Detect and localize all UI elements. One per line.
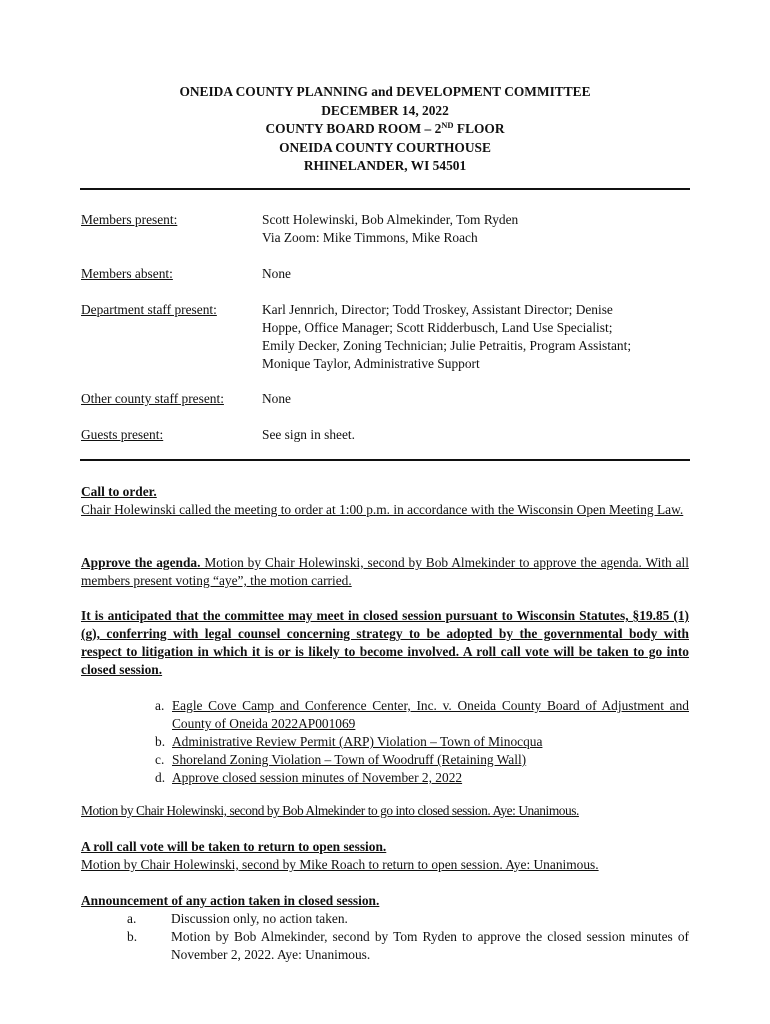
announcement-section xyxy=(81,892,689,964)
other-staff-value: None xyxy=(262,391,292,406)
approve-agenda-text: Motion by Chair Holewinski, second by Bob Almekinder to approve the agenda. With all members present voting “aye”, the motion carried. xyxy=(81,555,689,588)
list-item: a. Eagle Cove Camp and Conference Center, Inc. v. Oneida County Board of Adjustment and County of Oneida 2022AP001069 xyxy=(155,698,689,731)
members-present-label: Members present: xyxy=(81,212,178,227)
department-staff-value: Karl Jennrich, Director; Todd Troskey, Assistant Director; Denise Hoppe, Office Manager; Scott Ridderbusch, Land Use Specialist; Emily Decker, Zoning Technician; Julie Petraitis, Program Assistant; Monique Taylor, Administrative Support xyxy=(262,302,632,371)
return-open-session-section xyxy=(81,838,689,874)
committee-title: ONEIDA COUNTY PLANNING and DEVELOPMENT COMMITTEE xyxy=(179,84,591,99)
members-absent-value: None xyxy=(262,266,292,281)
approve-agenda-heading: Approve the agenda. xyxy=(81,555,201,570)
meeting-date: DECEMBER 14, 2022 xyxy=(321,102,449,118)
announcement-heading: Announcement of any action taken in closed session. xyxy=(81,893,380,908)
return-open-session-heading: A roll call vote will be taken to return to open session. xyxy=(81,839,387,854)
list-item: b. Motion by Bob Almekinder, second by Tom Ryden to approve the closed session minutes of November 2, 2022. Aye: Unanimous. xyxy=(127,929,689,962)
other-staff-label: Other county staff present: xyxy=(81,391,224,406)
header-divider xyxy=(80,188,690,190)
call-to-order-text: Chair Holewinski called the meeting to order at 1:00 p.m. in accordance with the Wisconsin Open Meeting Law. xyxy=(81,502,684,517)
return-open-session-motion: Motion by Chair Holewinski, second by Mike Roach to return to open session. Aye: Unanimous. xyxy=(81,857,599,872)
meeting-city: RHINELANDER, WI 54501 xyxy=(303,158,467,173)
call-to-order-heading: Call to order. xyxy=(81,484,157,499)
meeting-building: ONEIDA COUNTY COURTHOUSE xyxy=(279,139,491,155)
list-item: a. Discussion only, no action taken. xyxy=(127,911,348,926)
attendance-divider xyxy=(80,459,690,461)
list-item: c. Shoreland Zoning Violation – Town of Woodruff (Retaining Wall) xyxy=(155,752,527,767)
closed-session-motion: Motion by Chair Holewinski, second by Bob Almekinder to go into closed session. Aye: Unanimous. xyxy=(81,803,579,818)
guests-label: Guests present: xyxy=(81,427,164,442)
list-item: d. Approve closed session minutes of November 2, 2022 xyxy=(155,770,463,785)
members-present-value: Scott Holewinski, Bob Almekinder, Tom Ryden Via Zoom: Mike Timmons, Mike Roach xyxy=(262,212,519,245)
document-header xyxy=(0,83,770,176)
guests-value: See sign in sheet. xyxy=(262,427,355,442)
members-absent-label: Members absent: xyxy=(81,266,173,281)
approve-agenda-section xyxy=(81,554,689,590)
department-staff-label: Department staff present: xyxy=(81,302,217,317)
meeting-room: COUNTY BOARD ROOM – 2ND FLOOR xyxy=(265,120,505,136)
list-item: b. Administrative Review Permit (ARP) Violation – Town of Minocqua xyxy=(155,734,543,749)
call-to-order-section xyxy=(81,483,689,519)
closed-session-statement: It is anticipated that the committee may meet in closed session pursuant to Wisconsin Statutes, §19.85 (1) (g), conferring with legal counsel concerning strategy to be adopted by the governmental body with respect to litigation in which it is or is likely to become involved. A roll call vote will be taken to go into closed session. xyxy=(81,608,689,677)
closed-session-items xyxy=(155,697,689,787)
